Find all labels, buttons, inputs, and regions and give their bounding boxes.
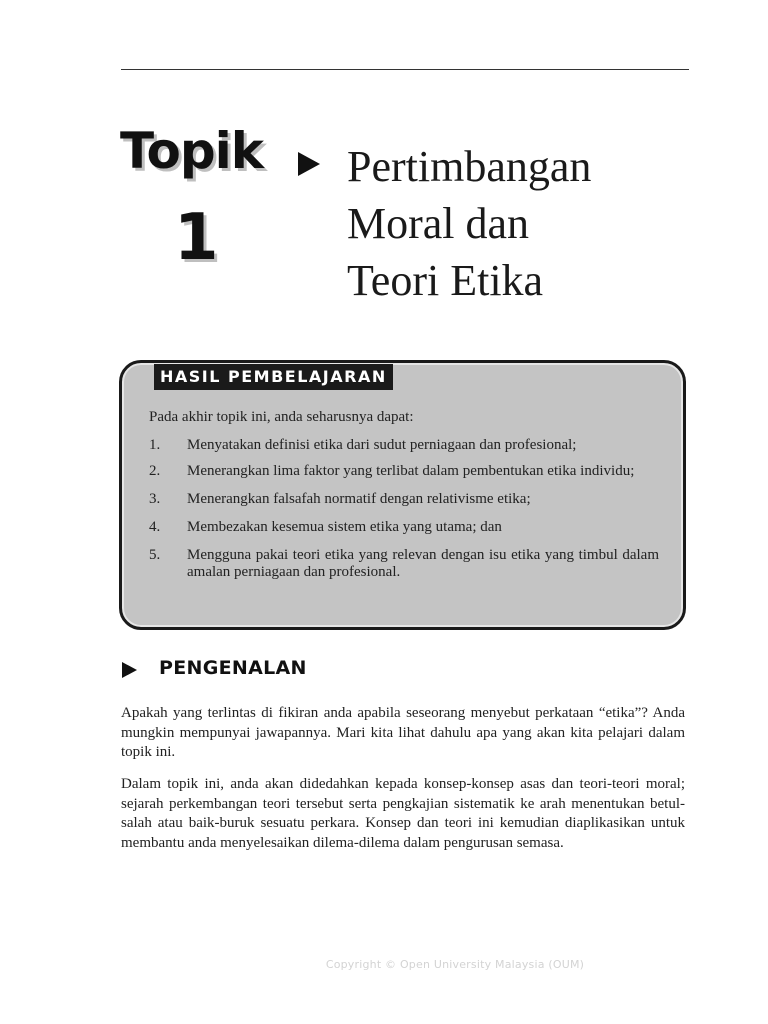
chapter-title-line: Pertimbangan xyxy=(347,142,592,191)
list-item xyxy=(149,547,659,581)
learning-outcomes-list xyxy=(149,437,659,581)
body-paragraph: Dalam topik ini, anda akan didedahkan kepada konsep-konsep asas dan teori-teori moral; sejarah perkembangan teori tersebut serta pengkajian sistematik ke arah menentukan betul-salah atau baik-buruk sesuatu perkara. Konsep dan teori ini kemudian diaplikasikan untuk membantu anda menyelesaikan dilema-dilema dalam pengurusan semasa. xyxy=(121,776,685,851)
section-heading: PENGENALAN xyxy=(159,657,307,679)
list-item-text: Membezakan kesemua sistem etika yang utama; dan xyxy=(187,519,502,535)
chapter-title xyxy=(347,138,687,309)
topic-label: Topik xyxy=(120,122,263,180)
topic-number: 1 xyxy=(174,201,219,275)
chapter-title-line: Moral dan xyxy=(347,199,530,248)
list-item-number: 3. xyxy=(149,491,161,507)
title-arrow-icon xyxy=(298,152,320,176)
list-item-text: Mengguna pakai teori etika yang relevan dengan isu etika yang timbul dalam amalan perniagaan dan profesional. xyxy=(187,547,659,580)
list-item-number: 2. xyxy=(149,463,161,479)
section-arrow-icon xyxy=(122,662,137,678)
list-item-number: 4. xyxy=(149,519,161,535)
list-item-number: 5. xyxy=(149,547,161,563)
list-item-number: 1. xyxy=(149,437,161,453)
list-item xyxy=(149,519,659,536)
copyright-footer: Copyright © Open University Malaysia (OUM) xyxy=(325,958,585,971)
list-item-text: Menyatakan definisi etika dari sudut perniagaan dan profesional; xyxy=(187,437,577,453)
list-item xyxy=(149,491,659,508)
list-item xyxy=(149,463,659,480)
list-item-text: Menerangkan lima faktor yang terlibat dalam pembentukan etika individu; xyxy=(187,463,635,479)
body-paragraph: Apakah yang terlintas di fikiran anda apabila seseorang menyebut perkataan “etika”? Anda mungkin mempunyai jawapannya. Mari kita lihat dahulu apa yang akan kita pelajari dalam topik ini. xyxy=(121,705,685,760)
top-rule xyxy=(121,69,689,70)
learning-outcomes-intro: Pada akhir topik ini, anda seharusnya dapat: xyxy=(149,409,414,425)
chapter-title-line: Teori Etika xyxy=(347,256,544,305)
list-item-text: Menerangkan falsafah normatif dengan relativisme etika; xyxy=(187,491,531,507)
learning-outcomes-heading: HASIL PEMBELAJARAN xyxy=(154,364,393,390)
list-item xyxy=(149,437,659,454)
